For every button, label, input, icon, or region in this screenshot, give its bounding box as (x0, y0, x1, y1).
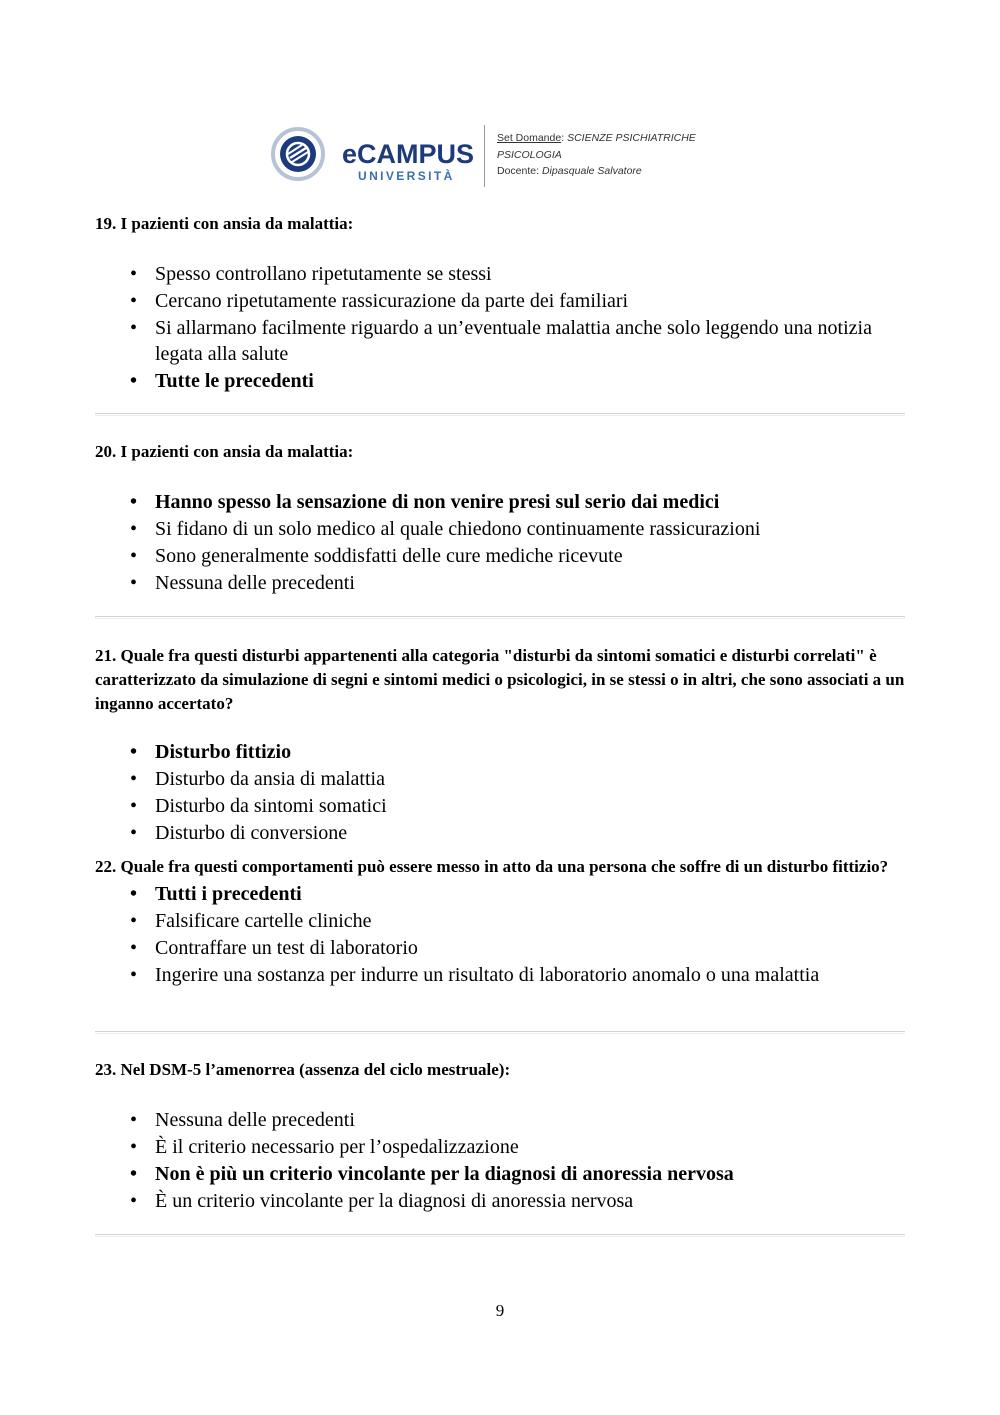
option: • Disturbo da ansia di malattia (130, 768, 385, 790)
question-22 (95, 855, 907, 989)
question-title: 23. Nel DSM-5 l’amenorrea (assenza del ciclo mestruale): (95, 1060, 511, 1079)
option: • Nessuna delle precedenti (130, 572, 355, 594)
question-20 (95, 440, 907, 597)
logo-wordmark: eCAMPUS (342, 139, 475, 169)
page-number: 9 (495, 1301, 505, 1320)
option: • Falsificare cartelle cliniche (130, 910, 372, 932)
logo-emblem-inner (280, 136, 316, 172)
option-correct: • Disturbo fittizio (130, 741, 292, 763)
teacher-line: Docente: Dipasquale Salvatore (497, 165, 642, 177)
option: • È il criterio necessario per l’ospedalizzazione (130, 1136, 519, 1158)
option: • Si fidano di un solo medico al quale chiedono continuamente rassicurazioni (130, 518, 761, 540)
options-list (95, 261, 907, 394)
option-correct: • Hanno spesso la sensazione di non venire presi sul serio dai medici (130, 491, 720, 513)
options-list (95, 881, 907, 988)
question-title: 22. Quale fra questi comportamenti può essere messo in atto da una persona che soffre di un disturbo fittizio? (95, 857, 889, 876)
option: • Spesso controllano ripetutamente se stessi (130, 263, 492, 285)
logo-swirl-icon (280, 136, 316, 172)
option: • Disturbo di conversione (130, 822, 348, 844)
separator (95, 616, 905, 619)
question-title: 19. I pazienti con ansia da malattia: (95, 214, 354, 233)
header-info (497, 130, 696, 180)
options-list (95, 489, 907, 596)
option: • Disturbo da sintomi somatici (130, 795, 387, 817)
set-value: SCIENZE PSICHIATRICHE (567, 132, 696, 144)
option: • Contraffare un test di laboratorio (130, 937, 418, 959)
question-title: 20. I pazienti con ansia da malattia: (95, 442, 354, 461)
set-label: Set Domande (497, 132, 562, 144)
question-19 (95, 212, 907, 395)
question-23 (95, 1058, 907, 1215)
question-21 (95, 644, 907, 847)
teacher-value: Dipasquale Salvatore (541, 165, 642, 177)
options-list (95, 1107, 907, 1214)
option: • È un criterio vincolante per la diagnosi di anoressia nervosa (130, 1190, 634, 1212)
logo-subtitle: UNIVERSITÀ (358, 169, 455, 183)
option-correct: • Tutte le precedenti (130, 370, 314, 392)
set-value-2: PSICOLOGIA (497, 148, 562, 161)
separator (95, 1031, 905, 1034)
option-correct: • Tutti i precedenti (130, 883, 302, 905)
option: • Si allarmano facilmente riguardo a un’eventuale malattia anche solo leggendo una notizia legata alla salute (130, 317, 872, 365)
page-header (268, 122, 728, 192)
question-title: 21. Quale fra questi disturbi appartenenti alla categoria "disturbi da sintomi somatici e disturbi correlati" è caratterizzato da simulazione di segni e sintomi medici o psicologici, in se stessi o in altri, che sono associati a un inganno accertato? (95, 646, 905, 713)
separator (95, 1234, 905, 1237)
university-logo-emblem (271, 127, 325, 181)
option-correct: • Non è più un criterio vincolante per la diagnosi di anoressia nervosa (130, 1163, 734, 1185)
option: • Sono generalmente soddisfatti delle cure mediche ricevute (130, 545, 623, 567)
option: • Nessuna delle precedenti (130, 1109, 355, 1131)
header-divider (484, 125, 485, 187)
option: • Cercano ripetutamente rassicurazione da parte dei familiari (130, 290, 629, 312)
separator (95, 413, 905, 416)
options-list (95, 739, 907, 846)
teacher-label: Docente (497, 165, 537, 177)
set-line: Set Domande: SCIENZE PSICHIATRICHE (497, 132, 696, 144)
option: • Ingerire una sostanza per indurre un risultato di laboratorio anomalo o una malattia (130, 964, 820, 986)
